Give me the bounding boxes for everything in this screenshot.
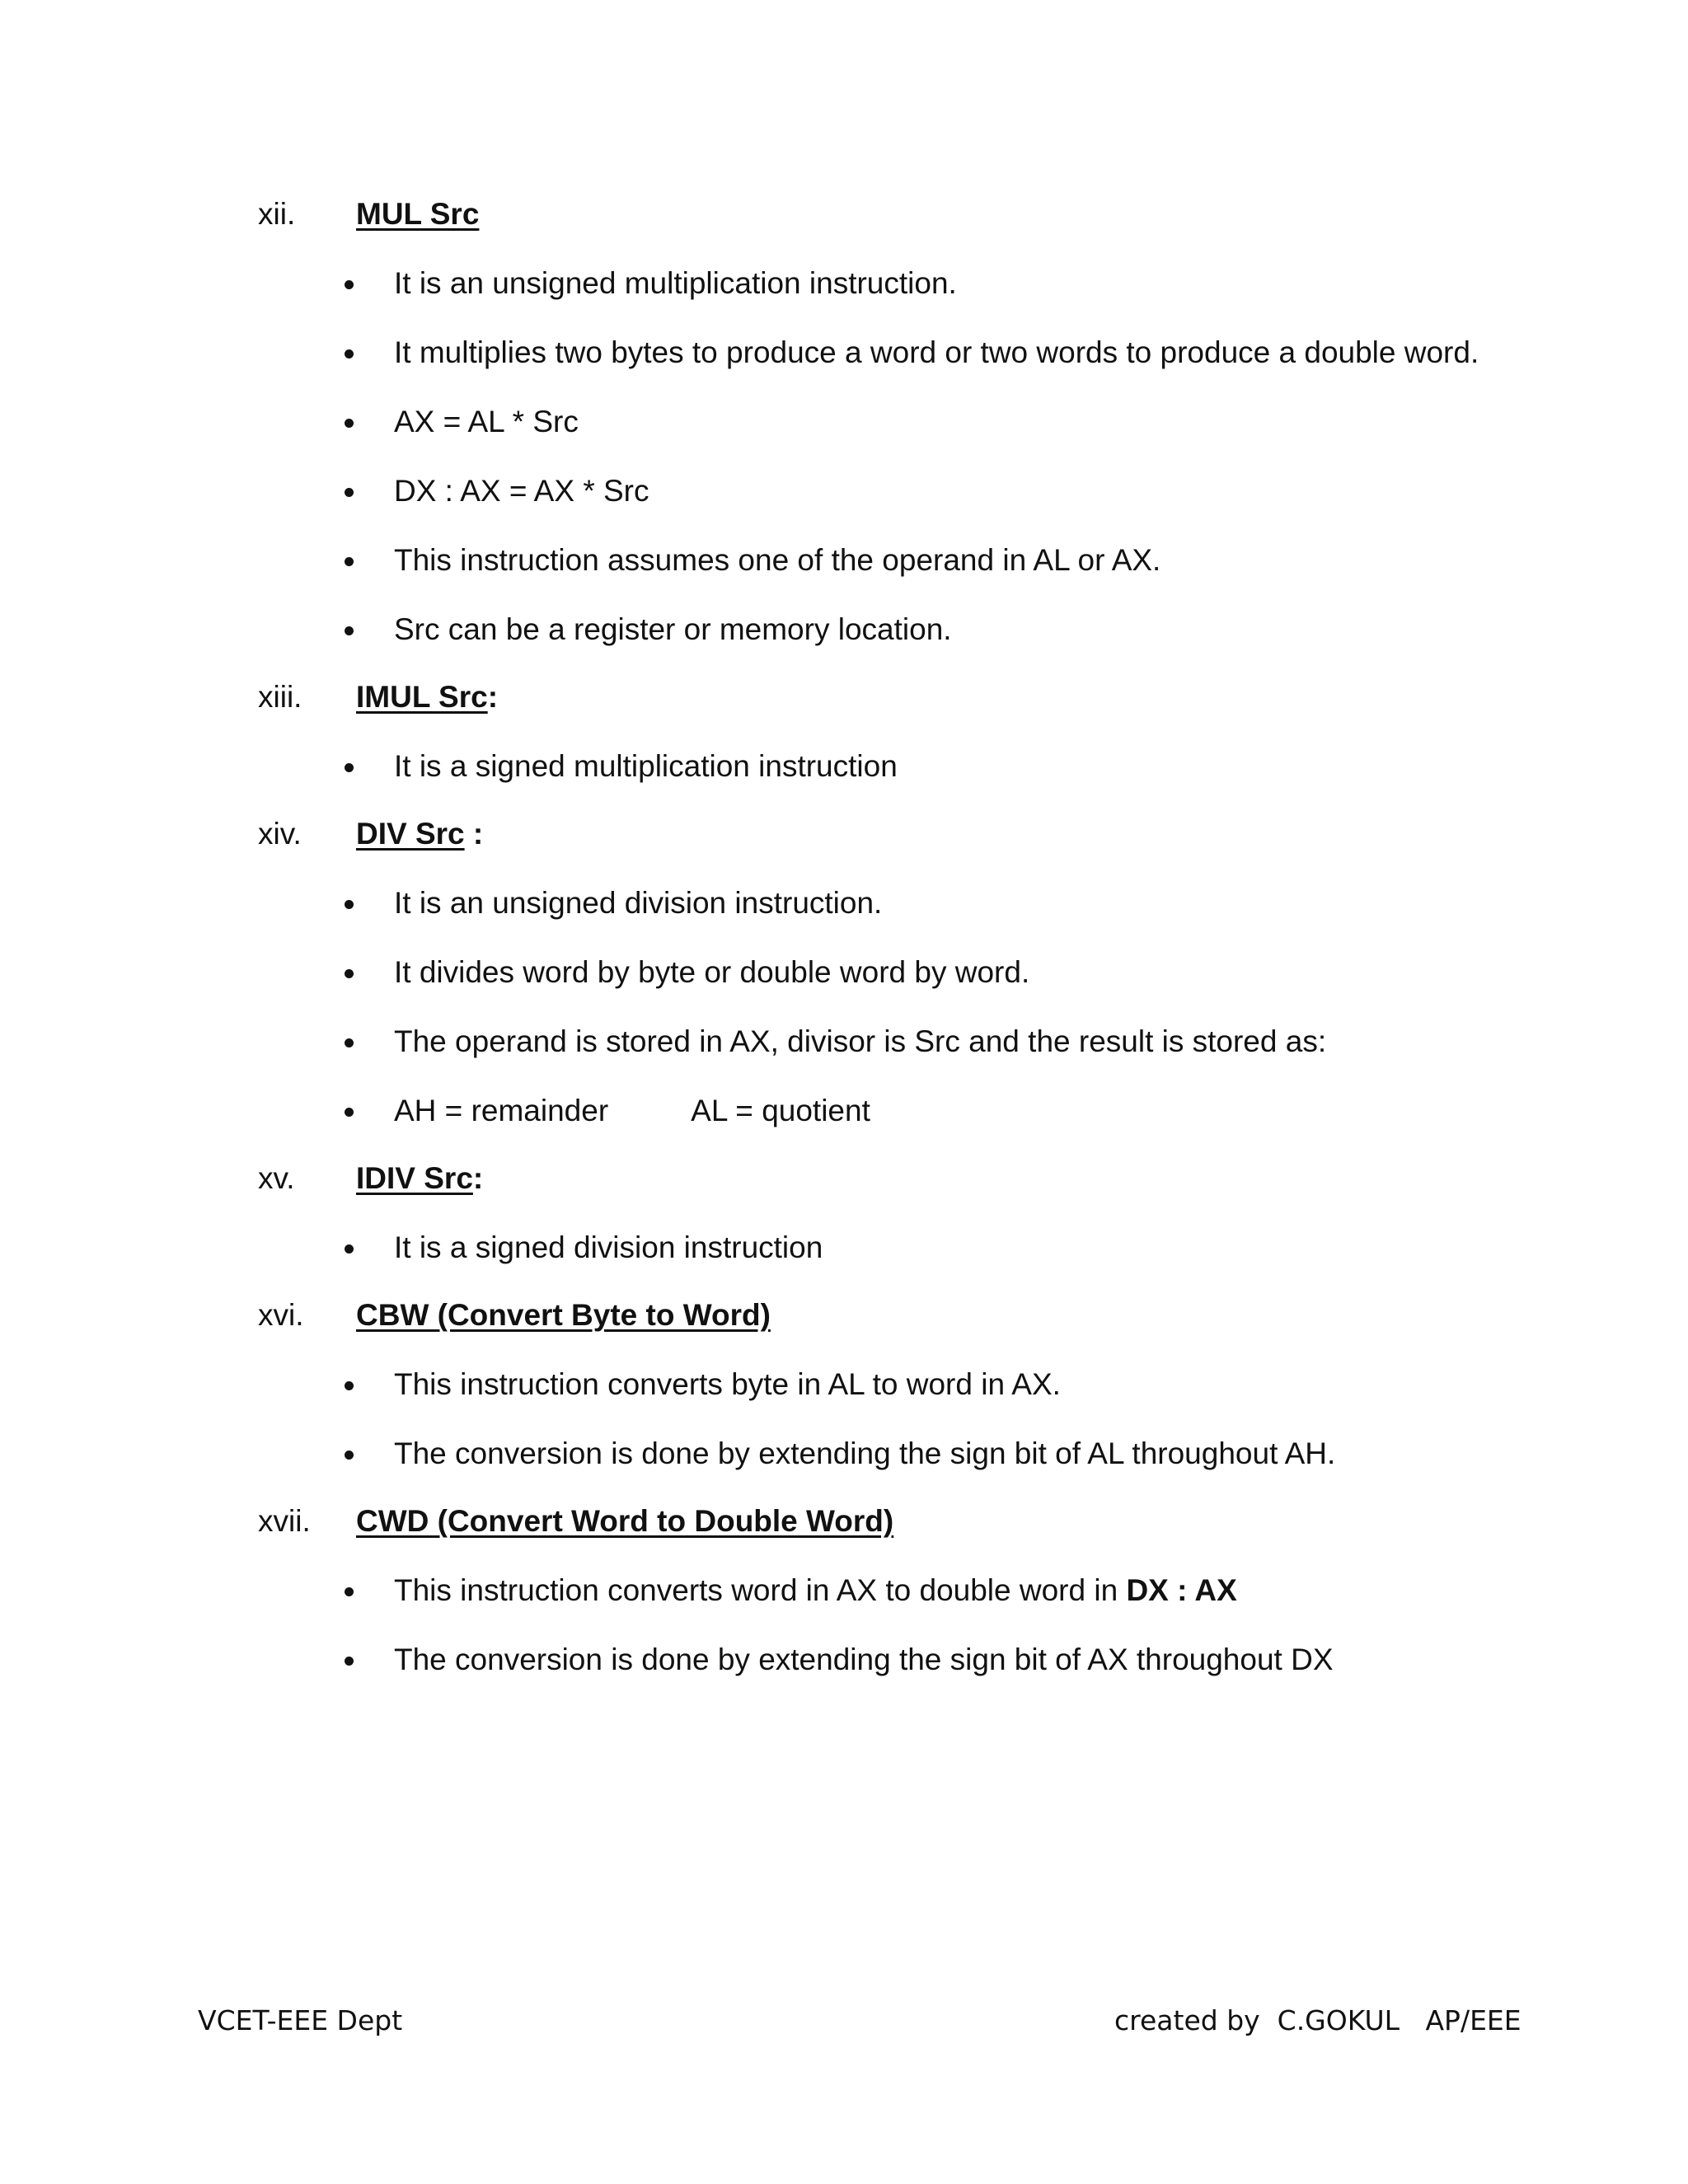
list-item: It is an unsigned multiplication instruction. <box>0 265 1688 302</box>
bullet-icon <box>345 488 354 497</box>
bullet-icon <box>345 900 354 909</box>
section-title: IMUL Src: <box>356 680 499 714</box>
bullet-icon <box>345 969 354 978</box>
dx-ax-bold: DX : AX <box>1126 1573 1237 1607</box>
section-title: DIV Src : <box>356 817 484 851</box>
bullet-icon <box>345 1244 354 1254</box>
list-item: The conversion is done by extending the sign bit of AX throughout DX <box>0 1642 1688 1678</box>
section-number: xv. <box>258 1161 295 1195</box>
section-number: xiv. <box>258 817 302 851</box>
list-item: The conversion is done by extending the sign bit of AL throughout AH. <box>0 1436 1688 1472</box>
bullet-icon <box>345 1108 354 1117</box>
list-item: This instruction converts byte in AL to word in AX. <box>0 1366 1688 1403</box>
list-item: It multiplies two bytes to produce a word or two words to produce a double word. <box>0 335 1688 371</box>
section-title: MUL Src <box>356 197 480 231</box>
bullet-icon <box>345 626 354 635</box>
section-number: xiii. <box>258 680 302 714</box>
list-item: The operand is stored in AX, divisor is Src and the result is stored as: <box>0 1024 1688 1060</box>
bullet-icon <box>345 1657 354 1666</box>
list-item: AX = AL * Src <box>0 404 1688 440</box>
section-title: CBW (Convert Byte to Word) <box>356 1298 771 1332</box>
bullet-icon <box>345 280 354 289</box>
list-item: It is a signed division instruction <box>0 1230 1688 1266</box>
list-item: Src can be a register or memory location. <box>0 612 1688 648</box>
list-item: It is a signed multiplication instruction <box>0 748 1688 785</box>
footer-author: created by C.GOKUL AP/EEE <box>1114 2004 1522 2036</box>
bullet-icon <box>345 1038 354 1047</box>
bullet-icon <box>345 557 354 566</box>
list-item: It divides word by byte or double word by word. <box>0 954 1688 991</box>
bullet-icon <box>345 763 354 772</box>
bullet-icon <box>345 349 354 359</box>
list-item <box>0 1093 1688 1129</box>
remainder-text: AH = remainder <box>394 1094 609 1127</box>
section-number: xvi. <box>258 1298 304 1332</box>
section-number: xii. <box>258 197 296 231</box>
bullet-icon <box>345 1451 354 1460</box>
bullet-icon <box>345 1381 354 1390</box>
bullet-icon <box>345 1587 354 1596</box>
section-title: IDIV Src: <box>356 1161 484 1195</box>
quotient-text: AL = quotient <box>691 1094 870 1127</box>
list-item: This instruction converts word in AX to double word in DX : AX <box>0 1572 1688 1609</box>
footer-department: VCET-EEE Dept <box>198 2004 403 2036</box>
section-number: xvii. <box>258 1504 311 1538</box>
list-item: This instruction assumes one of the operand in AL or AX. <box>0 542 1688 579</box>
section-title: CWD (Convert Word to Double Word) <box>356 1504 894 1538</box>
list-item: DX : AX = AX * Src <box>0 473 1688 509</box>
bullet-icon <box>345 419 354 428</box>
list-item: It is an unsigned division instruction. <box>0 885 1688 921</box>
